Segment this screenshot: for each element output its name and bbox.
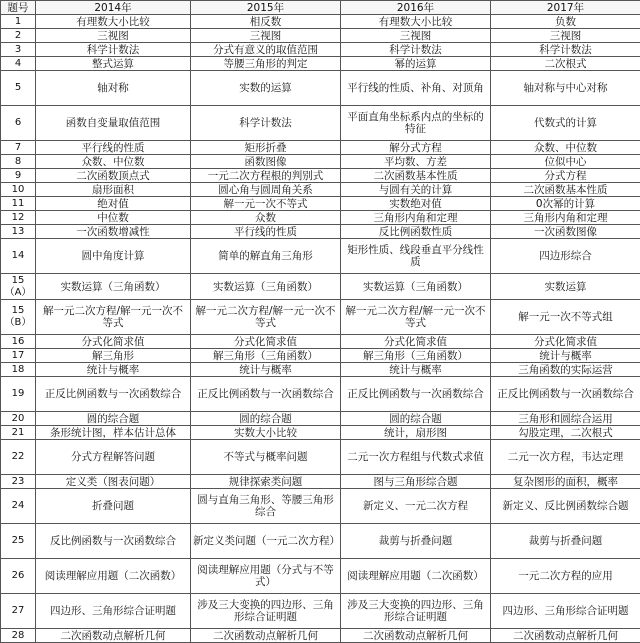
cell-2014: 解三角形: [36, 349, 191, 363]
cell-2014: 反比例函数与一次函数综合: [36, 524, 191, 559]
cell-2016: 反比例函数性质: [341, 225, 491, 239]
cell-2014: 二次函数顶点式: [36, 169, 191, 183]
table-row: [1, 475, 640, 489]
number-cell: 3: [1, 43, 36, 57]
number-cell: 28: [1, 629, 36, 643]
table-row: [1, 440, 640, 475]
cell-2014: 统计与概率: [36, 363, 191, 377]
cell-2017: 轴对称与中心对称: [491, 71, 640, 106]
cell-2014: 整式运算: [36, 57, 191, 71]
cell-2015: 阅读理解应用题（分式与不等式）: [191, 559, 341, 594]
cell-2015: 分式化简求值: [191, 335, 341, 349]
number-cell: 4: [1, 57, 36, 71]
cell-2017: 二次函数基本性质: [491, 183, 640, 197]
cell-2015: 三视图: [191, 29, 341, 43]
cell-2015: 矩形折叠: [191, 141, 341, 155]
cell-2017: 四边形、三角形综合证明题: [491, 594, 640, 629]
table-row: [1, 274, 640, 300]
cell-2016: 圆的综合题: [341, 412, 491, 426]
cell-2016: 幂的运算: [341, 57, 491, 71]
cell-2017: 三视图: [491, 29, 640, 43]
cell-2015: 相反数: [191, 15, 341, 29]
cell-2017: 位似中心: [491, 155, 640, 169]
cell-2015: 二次函数动点解析几何: [191, 629, 341, 643]
cell-2017: 二次函数动点解析几何: [491, 629, 640, 643]
header-cell-2017: 2017年: [491, 1, 640, 15]
number-cell: 5: [1, 71, 36, 106]
cell-2015: 等腰三角形的判定: [191, 57, 341, 71]
table-row: [1, 211, 640, 225]
cell-2016: 正反比例函数与一次函数综合: [341, 377, 491, 412]
cell-2017: 四边形综合: [491, 239, 640, 274]
cell-2016: 实数绝对值: [341, 197, 491, 211]
cell-2015: 分式有意义的取值范围: [191, 43, 341, 57]
number-cell: 8: [1, 155, 36, 169]
cell-2017: 分式化简求值: [491, 335, 640, 349]
cell-2016: 解分式方程: [341, 141, 491, 155]
table-row: [1, 225, 640, 239]
header-cell-2016: 2016年: [341, 1, 491, 15]
cell-2016: 三角形内角和定理: [341, 211, 491, 225]
cell-2017: 裁剪与折叠问题: [491, 524, 640, 559]
cell-2014: 中位数: [36, 211, 191, 225]
table-row: [1, 141, 640, 155]
cell-2017: 新定义、反比例函数综合题: [491, 489, 640, 524]
table-row: [1, 349, 640, 363]
number-cell: 24: [1, 489, 36, 524]
table-row: [1, 629, 640, 643]
number-cell: 7: [1, 141, 36, 155]
cell-2017: 分式方程: [491, 169, 640, 183]
cell-2014: 定义类（图表问题）: [36, 475, 191, 489]
cell-2017: 统计与概率: [491, 349, 640, 363]
cell-2015: 涉及三大变换的四边形、三角形综合证明题: [191, 594, 341, 629]
number-cell: 21: [1, 426, 36, 440]
cell-2016: 科学计数法: [341, 43, 491, 57]
cell-2014: 平行线的性质: [36, 141, 191, 155]
cell-2017: 二次根式: [491, 57, 640, 71]
cell-2017: 负数: [491, 15, 640, 29]
cell-2016: 矩形性质、线段垂直平分线性质: [341, 239, 491, 274]
cell-2015: 圆心角与圆周角关系: [191, 183, 341, 197]
cell-2014: 三视图: [36, 29, 191, 43]
cell-2015: 圆与直角三角形、等腰三角形综合: [191, 489, 341, 524]
cell-2015: 统计与概率: [191, 363, 341, 377]
table-row: [1, 559, 640, 594]
cell-2014: 一次函数增减性: [36, 225, 191, 239]
number-cell: 26: [1, 559, 36, 594]
cell-2016: 有理数大小比较: [341, 15, 491, 29]
cell-2016: 平行线的性质、补角、对顶角: [341, 71, 491, 106]
cell-2016: 二元一次方程组与代数式求值: [341, 440, 491, 475]
cell-2015: 圆的综合题: [191, 412, 341, 426]
cell-2014: 有理数大小比较: [36, 15, 191, 29]
number-cell: 22: [1, 440, 36, 475]
cell-2015: 解一元二次方程/解一元一次不等式: [191, 300, 341, 335]
number-cell: 25: [1, 524, 36, 559]
cell-2017: 一次函数图像: [491, 225, 640, 239]
number-cell: 13: [1, 225, 36, 239]
table-row: [1, 426, 640, 440]
cell-2017: 一元二次方程的应用: [491, 559, 640, 594]
table-row: [1, 106, 640, 141]
table-row: [1, 300, 640, 335]
cell-2017: 正反比例函数与一次函数综合: [491, 377, 640, 412]
cell-2017: 代数式的计算: [491, 106, 640, 141]
cell-2015: 众数: [191, 211, 341, 225]
cell-2014: 四边形、三角形综合证明题: [36, 594, 191, 629]
table-row: [1, 524, 640, 559]
table-row: [1, 335, 640, 349]
table-row: [1, 489, 640, 524]
number-cell: 19: [1, 377, 36, 412]
cell-2017: 复杂图形的面积，概率: [491, 475, 640, 489]
cell-2016: 二次函数动点解析几何: [341, 629, 491, 643]
cell-2015: 实数大小比较: [191, 426, 341, 440]
number-cell: 11: [1, 197, 36, 211]
cell-2015: 实数的运算: [191, 71, 341, 106]
header-cell-2015: 2015年: [191, 1, 341, 15]
number-cell: 2: [1, 29, 36, 43]
cell-2015: 解三角形（三角函数）: [191, 349, 341, 363]
number-cell: 23: [1, 475, 36, 489]
cell-2014: 科学计数法: [36, 43, 191, 57]
cell-2016: 阅读理解应用题（二次函数）: [341, 559, 491, 594]
cell-2015: 规律探索类问题: [191, 475, 341, 489]
table-row: [1, 412, 640, 426]
cell-2014: 扇形面积: [36, 183, 191, 197]
cell-2014: 分式方程解答问题: [36, 440, 191, 475]
number-cell: 17: [1, 349, 36, 363]
number-cell: 20: [1, 412, 36, 426]
table-row: [1, 15, 640, 29]
cell-2014: 正反比例函数与一次函数综合: [36, 377, 191, 412]
table-row: [1, 239, 640, 274]
table-row: [1, 363, 640, 377]
table-row: [1, 197, 640, 211]
cell-2017: 众数、中位数: [491, 141, 640, 155]
table-row: [1, 71, 640, 106]
cell-2015: 一元二次方程根的判别式: [191, 169, 341, 183]
table-row: [1, 594, 640, 629]
header-cell-2014: 2014年: [36, 1, 191, 15]
cell-2015: 解一元一次不等式: [191, 197, 341, 211]
number-cell: 15（B）: [1, 300, 36, 335]
table-row: [1, 57, 640, 71]
cell-2015: 函数图像: [191, 155, 341, 169]
cell-2016: 统计与概率: [341, 363, 491, 377]
table-row: [1, 183, 640, 197]
cell-2014: 二次函数动点解析几何: [36, 629, 191, 643]
table-row: [1, 29, 640, 43]
cell-2015: 简单的解直角三角形: [191, 239, 341, 274]
cell-2014: 众数、中位数: [36, 155, 191, 169]
table-row: [1, 377, 640, 412]
number-cell: 16: [1, 335, 36, 349]
cell-2017: 三角函数的实际运营: [491, 363, 640, 377]
cell-2016: 解一元二次方程/解一元一次不等式: [341, 300, 491, 335]
cell-2017: 三角形和圆综合运用: [491, 412, 640, 426]
cell-2015: 不等式与概率问题: [191, 440, 341, 475]
cell-2017: 三角形内角和定理: [491, 211, 640, 225]
number-cell: 6: [1, 106, 36, 141]
cell-2014: 轴对称: [36, 71, 191, 106]
number-cell: 10: [1, 183, 36, 197]
cell-2014: 圆的综合题: [36, 412, 191, 426]
header-cell-number: 题号: [1, 1, 36, 15]
cell-2014: 绝对值: [36, 197, 191, 211]
number-cell: 15（A）: [1, 274, 36, 300]
cell-2017: 二元一次方程，韦达定理: [491, 440, 640, 475]
number-cell: 12: [1, 211, 36, 225]
table-row: [1, 169, 640, 183]
cell-2016: 实数运算（三角函数）: [341, 274, 491, 300]
number-cell: 18: [1, 363, 36, 377]
header-row: [1, 1, 640, 15]
number-cell: 9: [1, 169, 36, 183]
cell-2016: 统计，扇形图: [341, 426, 491, 440]
cell-2014: 阅读理解应用题（二次函数）: [36, 559, 191, 594]
cell-2014: 分式化简求值: [36, 335, 191, 349]
cell-2015: 科学计数法: [191, 106, 341, 141]
cell-2015: 正反比例函数与一次函数综合: [191, 377, 341, 412]
cell-2014: 圆中角度计算: [36, 239, 191, 274]
cell-2016: 与圆有关的计算: [341, 183, 491, 197]
cell-2014: 实数运算（三角函数）: [36, 274, 191, 300]
cell-2016: 三视图: [341, 29, 491, 43]
cell-2015: 新定义类问题（一元二次方程）: [191, 524, 341, 559]
cell-2016: 图与三角形综合题: [341, 475, 491, 489]
cell-2015: 平行线的性质: [191, 225, 341, 239]
cell-2017: 0次幂的计算: [491, 197, 640, 211]
cell-2016: 平面直角坐标系内点的坐标的特征: [341, 106, 491, 141]
cell-2014: 折叠问题: [36, 489, 191, 524]
cell-2014: 函数自变量取值范围: [36, 106, 191, 141]
cell-2017: 解一元一次不等式组: [491, 300, 640, 335]
number-cell: 27: [1, 594, 36, 629]
cell-2016: 新定义、一元二次方程: [341, 489, 491, 524]
cell-2016: 涉及三大变换的四边形、三角形综合证明题: [341, 594, 491, 629]
number-cell: 14: [1, 239, 36, 274]
cell-2016: 二次函数基本性质: [341, 169, 491, 183]
cell-2014: 条形统计图，样本估计总体: [36, 426, 191, 440]
cell-2017: 勾股定理，二次根式: [491, 426, 640, 440]
cell-2014: 解一元二次方程/解一元一次不等式: [36, 300, 191, 335]
cell-2017: 实数运算: [491, 274, 640, 300]
cell-2016: 解三角形（三角函数）: [341, 349, 491, 363]
table-row: [1, 155, 640, 169]
table-body: [1, 15, 640, 643]
number-cell: 1: [1, 15, 36, 29]
cell-2016: 分式化简求值: [341, 335, 491, 349]
cell-2017: 科学计数法: [491, 43, 640, 57]
cell-2016: 平均数、方差: [341, 155, 491, 169]
table-row: [1, 43, 640, 57]
cell-2016: 裁剪与折叠问题: [341, 524, 491, 559]
cell-2015: 实数运算（三角函数）: [191, 274, 341, 300]
